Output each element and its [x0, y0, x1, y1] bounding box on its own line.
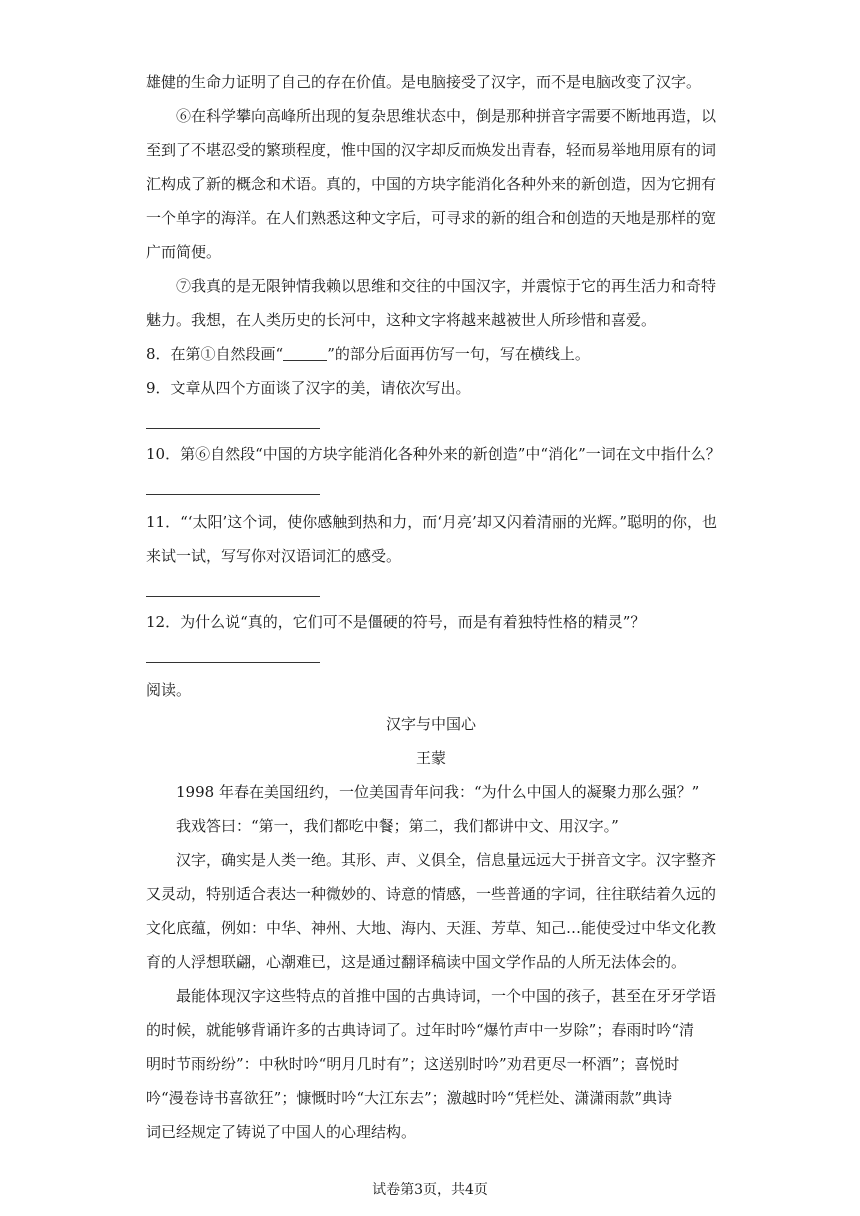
- answer-line-10[interactable]: [146, 494, 320, 495]
- passage2-para2: 我戏答曰：“第一，我们都吃中餐；第二，我们都讲中文、用汉字。”: [176, 817, 619, 835]
- answer-line-12[interactable]: [146, 662, 320, 663]
- passage2-title: 汉字与中国心: [385, 715, 476, 733]
- passage2-para1: 1998 年春在美国纽约，一位美国青年问我：“为什么中国人的凝聚力那么强？”: [176, 783, 700, 801]
- passage2-para4-line: 吟“漫卷诗书喜欲狂”；慷慨时吟“大江东去”；激越时吟“凭栏处、潇潇雨款”典诗: [146, 1089, 673, 1107]
- passage2-para4-line: 的时候，就能够背诵许多的古典诗词了。过年时吟“爆竹声中一岁除”；春雨时吟“清: [146, 1021, 695, 1039]
- passage2-para3-line: 又灵动，特别适合表达一种微妙的、诗意的情感，一些普通的字词，往往联结着久远的: [146, 885, 717, 903]
- answer-line-9[interactable]: [146, 428, 320, 429]
- question-9: 9．文章从四个方面谈了汉字的美，请依次写出。: [146, 379, 471, 397]
- page-footer: 试卷第3页，共4页: [372, 1182, 488, 1198]
- passage1-para6-line: ⑥在科学攀向高峰所出现的复杂思维状态中，倒是那种拼音字需要不断地再造，以: [176, 107, 717, 125]
- question-10: 10．第⑥自然段“中国的方块字能消化各种外来的新创造”中“消化”一词在文中指什么？: [146, 445, 721, 463]
- question-8-pre: 8．在第①自然段画“: [146, 345, 284, 363]
- passage2-para3-line: 文化底蕴，例如：中华、神州、大地、海内、天涯、芳草、知己…能使受过中华文化教: [146, 919, 717, 937]
- question-11-line: 来试一试，写写你对汉语词汇的感受。: [146, 547, 402, 565]
- passage2-para4-line: 最能体现汉字这些特点的首推中国的古典诗词，一个中国的孩子，甚至在牙牙学语: [176, 987, 717, 1005]
- passage1-para6-line: 汇构成了新的概念和术语。真的，中国的方块字能消化各种外来的新创造，因为它拥有: [146, 175, 717, 193]
- passage1-para6-line: 一个单字的海洋。在人们熟悉这种文字后，可寻求的新的组合和创造的天地是那样的宽: [146, 209, 717, 227]
- passage1-line: 雄健的生命力证明了自己的存在价值。是电脑接受了汉字，而不是电脑改变了汉字。: [146, 73, 702, 91]
- passage1-para7-line: 魅力。我想，在人类历史的长河中，这种文字将越来越被世人所珍惜和喜爱。: [146, 311, 657, 329]
- passage2-para4-line: 明时节雨纷纷”：中秋时吟“明月几时有”；这送别时吟”劝君更尽一杯酒”；喜悦时: [146, 1055, 680, 1073]
- reading-label: 阅读。: [146, 681, 192, 699]
- question-12: 12．为什么说“真的，它们可不是僵硬的符号，而是有着独特性格的精灵”？: [146, 613, 646, 631]
- passage2-para3-line: 汉字，确实是人类一绝。其形、声、义俱全，信息量远远大于拼音文字。汉字整齐: [176, 851, 717, 869]
- passage2-para4-line: 词已经规定了铸说了中国人的心理结构。: [146, 1123, 417, 1141]
- question-8-post: ”的部分后面再仿写一句，写在横线上。: [327, 345, 590, 363]
- passage2-author: 王蒙: [415, 749, 446, 767]
- passage1-para6-line: 至到了不堪忍受的繁琐程度，惟中国的汉字却反而焕发出青春，轻而易举地用原有的词: [146, 141, 717, 159]
- passage1-para6-line: 广而简便。: [146, 243, 222, 261]
- passage2-para3-line: 育的人浮想联翩，心潮难已，这是通过翻译稿读中国文学作品的人所无法体会的。: [146, 953, 687, 971]
- question-8: [146, 337, 726, 371]
- passage1-para7-line: ⑦我真的是无限钟情我赖以思维和交往的中国汉字，并震惊于它的再生活力和奇特: [176, 277, 717, 295]
- question-11-line: 11．“‘太阳’这个词，使你感触到热和力，而‘月亮’却又闪着清丽的光辉。”聪明的你，也: [146, 513, 717, 531]
- answer-line-11[interactable]: [146, 596, 320, 597]
- underline-mark: [283, 346, 327, 361]
